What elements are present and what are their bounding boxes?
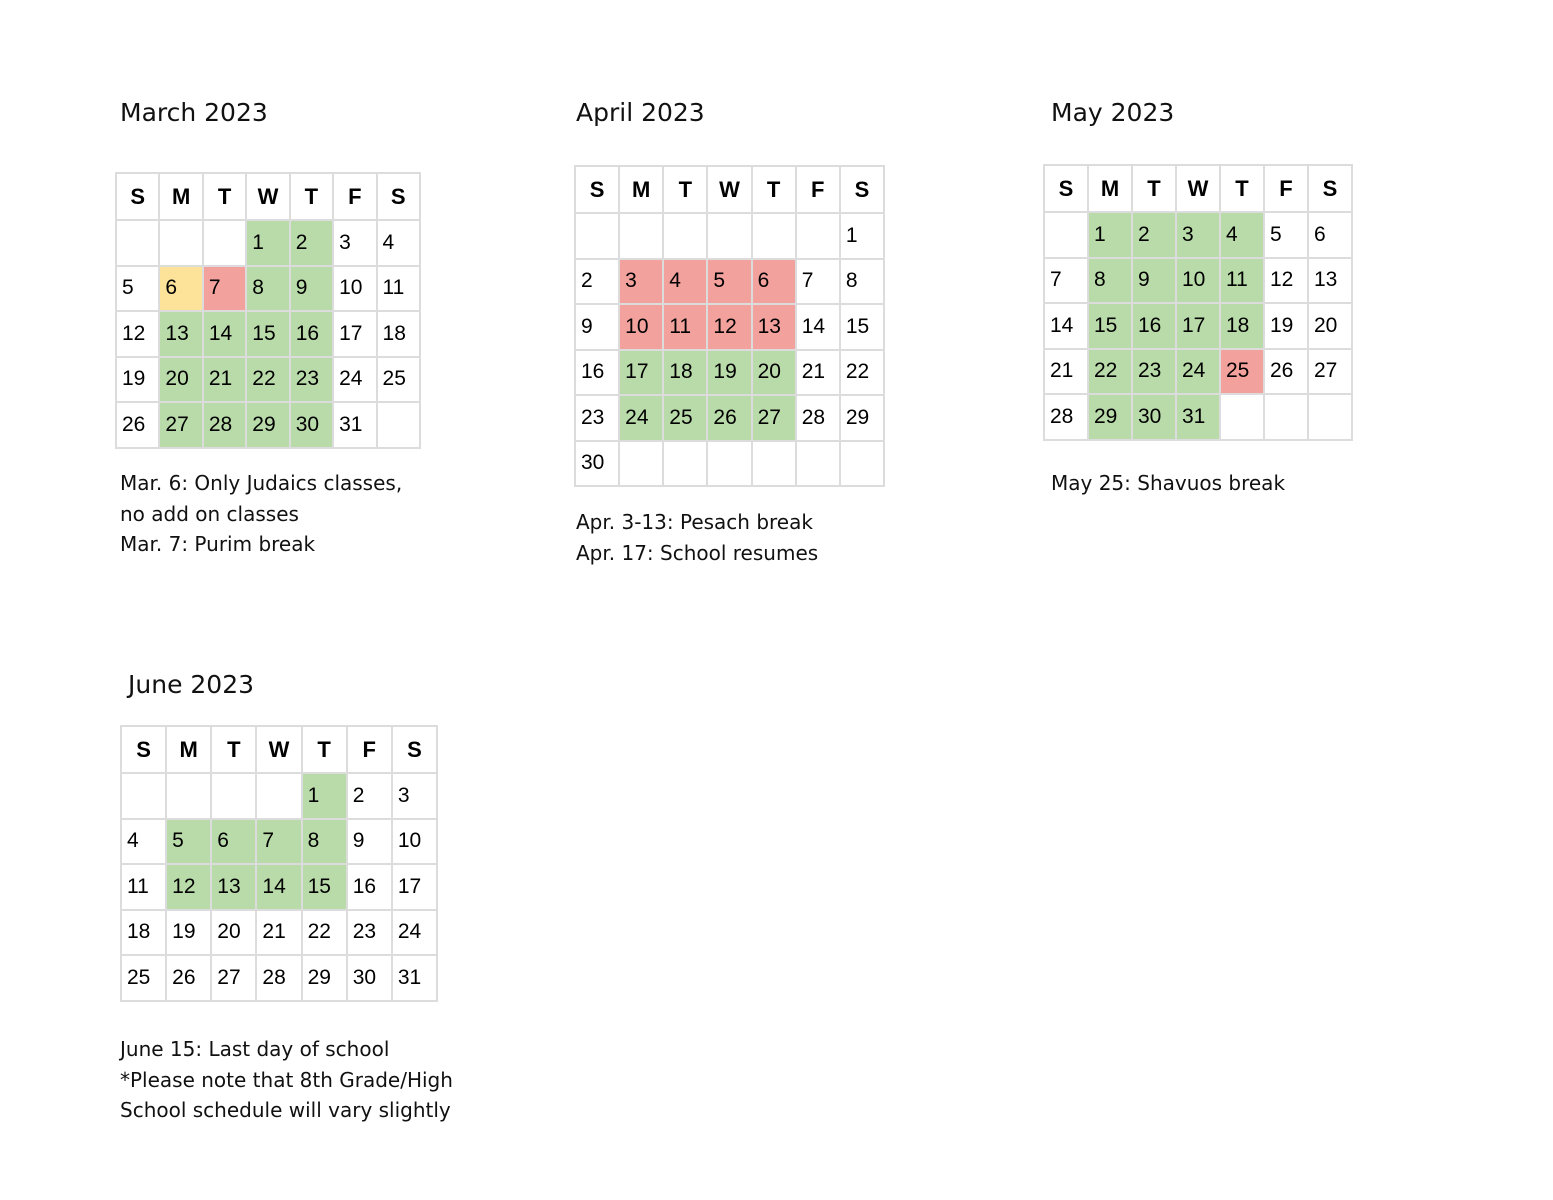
day-cell: 17	[333, 311, 376, 357]
day-cell: 2	[347, 773, 392, 819]
weekday-header-row	[116, 173, 420, 220]
day-cell: 1	[246, 220, 289, 266]
day-cell: 20	[752, 350, 796, 396]
weekday-header: W	[707, 166, 751, 213]
weekday-header: F	[333, 173, 376, 220]
day-cell: 29	[1088, 394, 1132, 440]
note-line: Apr. 17: School resumes	[576, 540, 819, 565]
day-cell: 11	[121, 864, 166, 910]
day-cell: 14	[203, 311, 246, 357]
note-line: Mar. 6: Only Judaics classes,	[120, 471, 403, 495]
week-row	[121, 773, 437, 819]
weekday-header-row	[1044, 165, 1352, 212]
day-cell: 6	[1308, 212, 1352, 258]
day-cell: 28	[256, 955, 301, 1001]
day-cell: 22	[1088, 349, 1132, 395]
day-cell: 25	[1220, 349, 1264, 395]
day-cell: 11	[663, 304, 707, 350]
week-row	[116, 220, 420, 266]
month-notes	[576, 507, 818, 568]
week-row	[1044, 212, 1352, 258]
day-cell: 23	[1132, 349, 1176, 395]
day-cell: 21	[203, 357, 246, 403]
day-cell: 16	[290, 311, 333, 357]
note-line: Apr. 3-13: Pesach break	[576, 510, 813, 534]
day-cell: 8	[840, 259, 884, 305]
week-row	[116, 311, 420, 357]
weekday-header: M	[619, 166, 663, 213]
week-row	[1044, 303, 1352, 349]
day-cell: 4	[663, 259, 707, 305]
calendar-grid	[120, 725, 438, 1002]
day-cell: 31	[333, 402, 376, 448]
day-cell: 16	[1132, 303, 1176, 349]
day-cell: 28	[1044, 394, 1088, 440]
month-title: May 2023	[1051, 98, 1175, 127]
day-cell: 18	[121, 910, 166, 956]
empty-day-cell	[159, 220, 202, 266]
day-cell: 14	[1044, 303, 1088, 349]
empty-day-cell	[203, 220, 246, 266]
day-cell: 27	[211, 955, 256, 1001]
empty-day-cell	[752, 441, 796, 487]
day-cell: 10	[1176, 258, 1220, 304]
day-cell: 6	[159, 266, 202, 312]
day-cell: 31	[392, 955, 437, 1001]
empty-day-cell	[619, 213, 663, 259]
day-cell: 18	[377, 311, 420, 357]
weekday-header: T	[663, 166, 707, 213]
day-cell: 17	[1176, 303, 1220, 349]
day-cell: 6	[211, 819, 256, 865]
day-cell: 4	[377, 220, 420, 266]
weekday-header: W	[256, 726, 301, 773]
day-cell: 17	[392, 864, 437, 910]
day-cell: 13	[1308, 258, 1352, 304]
week-row	[575, 350, 884, 396]
day-cell: 10	[619, 304, 663, 350]
day-cell: 12	[1264, 258, 1308, 304]
week-row	[116, 357, 420, 403]
day-cell: 8	[246, 266, 289, 312]
day-cell: 11	[1220, 258, 1264, 304]
day-cell: 27	[1308, 349, 1352, 395]
month-title: March 2023	[120, 98, 268, 127]
day-cell: 6	[752, 259, 796, 305]
day-cell: 2	[1132, 212, 1176, 258]
weekday-header: S	[1044, 165, 1088, 212]
day-cell: 20	[211, 910, 256, 956]
weekday-header: T	[203, 173, 246, 220]
day-cell: 9	[1132, 258, 1176, 304]
note-line: *Please note that 8th Grade/High	[120, 1067, 453, 1092]
weekday-header: M	[166, 726, 211, 773]
day-cell: 15	[246, 311, 289, 357]
weekday-header: T	[290, 173, 333, 220]
weekday-header: M	[1088, 165, 1132, 212]
month-may	[1045, 98, 1375, 518]
day-cell: 7	[203, 266, 246, 312]
week-row	[1044, 258, 1352, 304]
calendar-grid	[1043, 164, 1353, 441]
day-cell: 7	[796, 259, 840, 305]
month-june	[122, 670, 482, 1140]
week-row	[575, 441, 884, 487]
weekday-header: F	[1264, 165, 1308, 212]
empty-day-cell	[575, 213, 619, 259]
day-cell: 27	[752, 395, 796, 441]
day-cell: 9	[575, 304, 619, 350]
day-cell: 15	[840, 304, 884, 350]
empty-day-cell	[663, 441, 707, 487]
day-cell: 26	[116, 402, 159, 448]
day-cell: 14	[256, 864, 301, 910]
day-cell: 12	[166, 864, 211, 910]
day-cell: 12	[707, 304, 751, 350]
empty-day-cell	[166, 773, 211, 819]
weekday-header: T	[1132, 165, 1176, 212]
weekday-header: F	[796, 166, 840, 213]
day-cell: 14	[796, 304, 840, 350]
week-row	[121, 955, 437, 1001]
day-cell: 16	[347, 864, 392, 910]
day-cell: 26	[166, 955, 211, 1001]
empty-day-cell	[707, 213, 751, 259]
day-cell: 19	[166, 910, 211, 956]
day-cell: 22	[302, 910, 347, 956]
empty-day-cell	[1264, 394, 1308, 440]
empty-day-cell	[121, 773, 166, 819]
day-cell: 13	[752, 304, 796, 350]
day-cell: 28	[796, 395, 840, 441]
note-line: School schedule will vary slightly	[120, 1098, 451, 1122]
calendar-grid	[574, 165, 885, 487]
day-cell: 8	[1088, 258, 1132, 304]
day-cell: 24	[333, 357, 376, 403]
weekday-header: S	[575, 166, 619, 213]
weekday-header-row	[575, 166, 884, 213]
empty-day-cell	[840, 441, 884, 487]
day-cell: 1	[840, 213, 884, 259]
day-cell: 3	[392, 773, 437, 819]
day-cell: 29	[840, 395, 884, 441]
weekday-header: W	[246, 173, 289, 220]
month-title: June 2023	[128, 670, 255, 699]
day-cell: 13	[211, 864, 256, 910]
day-cell: 19	[707, 350, 751, 396]
day-cell: 1	[302, 773, 347, 819]
day-cell: 26	[1264, 349, 1308, 395]
empty-day-cell	[707, 441, 751, 487]
day-cell: 5	[707, 259, 751, 305]
empty-day-cell	[1044, 212, 1088, 258]
day-cell: 26	[707, 395, 751, 441]
day-cell: 29	[302, 955, 347, 1001]
day-cell: 7	[1044, 258, 1088, 304]
note-line: no add on classes	[120, 501, 299, 526]
empty-day-cell	[796, 441, 840, 487]
day-cell: 19	[116, 357, 159, 403]
weekday-header: T	[1220, 165, 1264, 212]
empty-day-cell	[211, 773, 256, 819]
weekday-header: S	[1308, 165, 1352, 212]
week-row	[575, 395, 884, 441]
day-cell: 23	[290, 357, 333, 403]
week-row	[121, 864, 437, 910]
week-row	[1044, 394, 1352, 440]
day-cell: 23	[575, 395, 619, 441]
day-cell: 8	[302, 819, 347, 865]
day-cell: 17	[619, 350, 663, 396]
empty-day-cell	[663, 213, 707, 259]
month-notes	[1051, 468, 1285, 499]
day-cell: 23	[347, 910, 392, 956]
day-cell: 19	[1264, 303, 1308, 349]
note-line: May 25: Shavuos break	[1051, 471, 1286, 495]
empty-day-cell	[796, 213, 840, 259]
day-cell: 30	[575, 441, 619, 487]
day-cell: 20	[1308, 303, 1352, 349]
weekday-header: W	[1176, 165, 1220, 212]
day-cell: 2	[290, 220, 333, 266]
weekday-header: S	[121, 726, 166, 773]
week-row	[575, 259, 884, 305]
day-cell: 31	[1176, 394, 1220, 440]
day-cell: 20	[159, 357, 202, 403]
day-cell: 12	[116, 311, 159, 357]
weekday-header: T	[211, 726, 256, 773]
day-cell: 9	[290, 266, 333, 312]
empty-day-cell	[377, 402, 420, 448]
day-cell: 3	[1176, 212, 1220, 258]
day-cell: 18	[663, 350, 707, 396]
weekday-header: S	[116, 173, 159, 220]
day-cell: 18	[1220, 303, 1264, 349]
day-cell: 30	[290, 402, 333, 448]
day-cell: 22	[840, 350, 884, 396]
day-cell: 10	[392, 819, 437, 865]
weekday-header: S	[840, 166, 884, 213]
note-line: June 15: Last day of school	[120, 1037, 390, 1061]
day-cell: 24	[619, 395, 663, 441]
week-row	[1044, 349, 1352, 395]
day-cell: 24	[392, 910, 437, 956]
week-row	[116, 266, 420, 312]
note-line: Mar. 7: Purim break	[120, 532, 316, 556]
day-cell: 10	[333, 266, 376, 312]
day-cell: 29	[246, 402, 289, 448]
month-notes	[120, 468, 402, 560]
week-row	[116, 402, 420, 448]
empty-day-cell	[1220, 394, 1264, 440]
day-cell: 16	[575, 350, 619, 396]
day-cell: 27	[159, 402, 202, 448]
weekday-header: T	[752, 166, 796, 213]
calendar-grid	[115, 172, 421, 449]
day-cell: 25	[377, 357, 420, 403]
day-cell: 15	[1088, 303, 1132, 349]
month-notes	[120, 1034, 453, 1126]
day-cell: 25	[663, 395, 707, 441]
day-cell: 21	[1044, 349, 1088, 395]
month-march	[114, 98, 434, 568]
weekday-header: T	[302, 726, 347, 773]
weekday-header-row	[121, 726, 437, 773]
day-cell: 11	[377, 266, 420, 312]
weekday-header: S	[392, 726, 437, 773]
day-cell: 28	[203, 402, 246, 448]
empty-day-cell	[1308, 394, 1352, 440]
empty-day-cell	[256, 773, 301, 819]
day-cell: 5	[1264, 212, 1308, 258]
day-cell: 2	[575, 259, 619, 305]
weekday-header: M	[159, 173, 202, 220]
empty-day-cell	[116, 220, 159, 266]
day-cell: 5	[166, 819, 211, 865]
day-cell: 25	[121, 955, 166, 1001]
day-cell: 1	[1088, 212, 1132, 258]
day-cell: 7	[256, 819, 301, 865]
day-cell: 24	[1176, 349, 1220, 395]
weekday-header: F	[347, 726, 392, 773]
month-april	[570, 98, 900, 578]
day-cell: 9	[347, 819, 392, 865]
day-cell: 3	[333, 220, 376, 266]
day-cell: 4	[1220, 212, 1264, 258]
weekday-header: S	[377, 173, 420, 220]
day-cell: 3	[619, 259, 663, 305]
day-cell: 21	[256, 910, 301, 956]
month-title: April 2023	[576, 98, 705, 127]
empty-day-cell	[619, 441, 663, 487]
day-cell: 13	[159, 311, 202, 357]
empty-day-cell	[752, 213, 796, 259]
day-cell: 30	[1132, 394, 1176, 440]
day-cell: 21	[796, 350, 840, 396]
day-cell: 30	[347, 955, 392, 1001]
week-row	[575, 213, 884, 259]
day-cell: 5	[116, 266, 159, 312]
week-row	[575, 304, 884, 350]
week-row	[121, 910, 437, 956]
day-cell: 4	[121, 819, 166, 865]
day-cell: 22	[246, 357, 289, 403]
week-row	[121, 819, 437, 865]
day-cell: 15	[302, 864, 347, 910]
